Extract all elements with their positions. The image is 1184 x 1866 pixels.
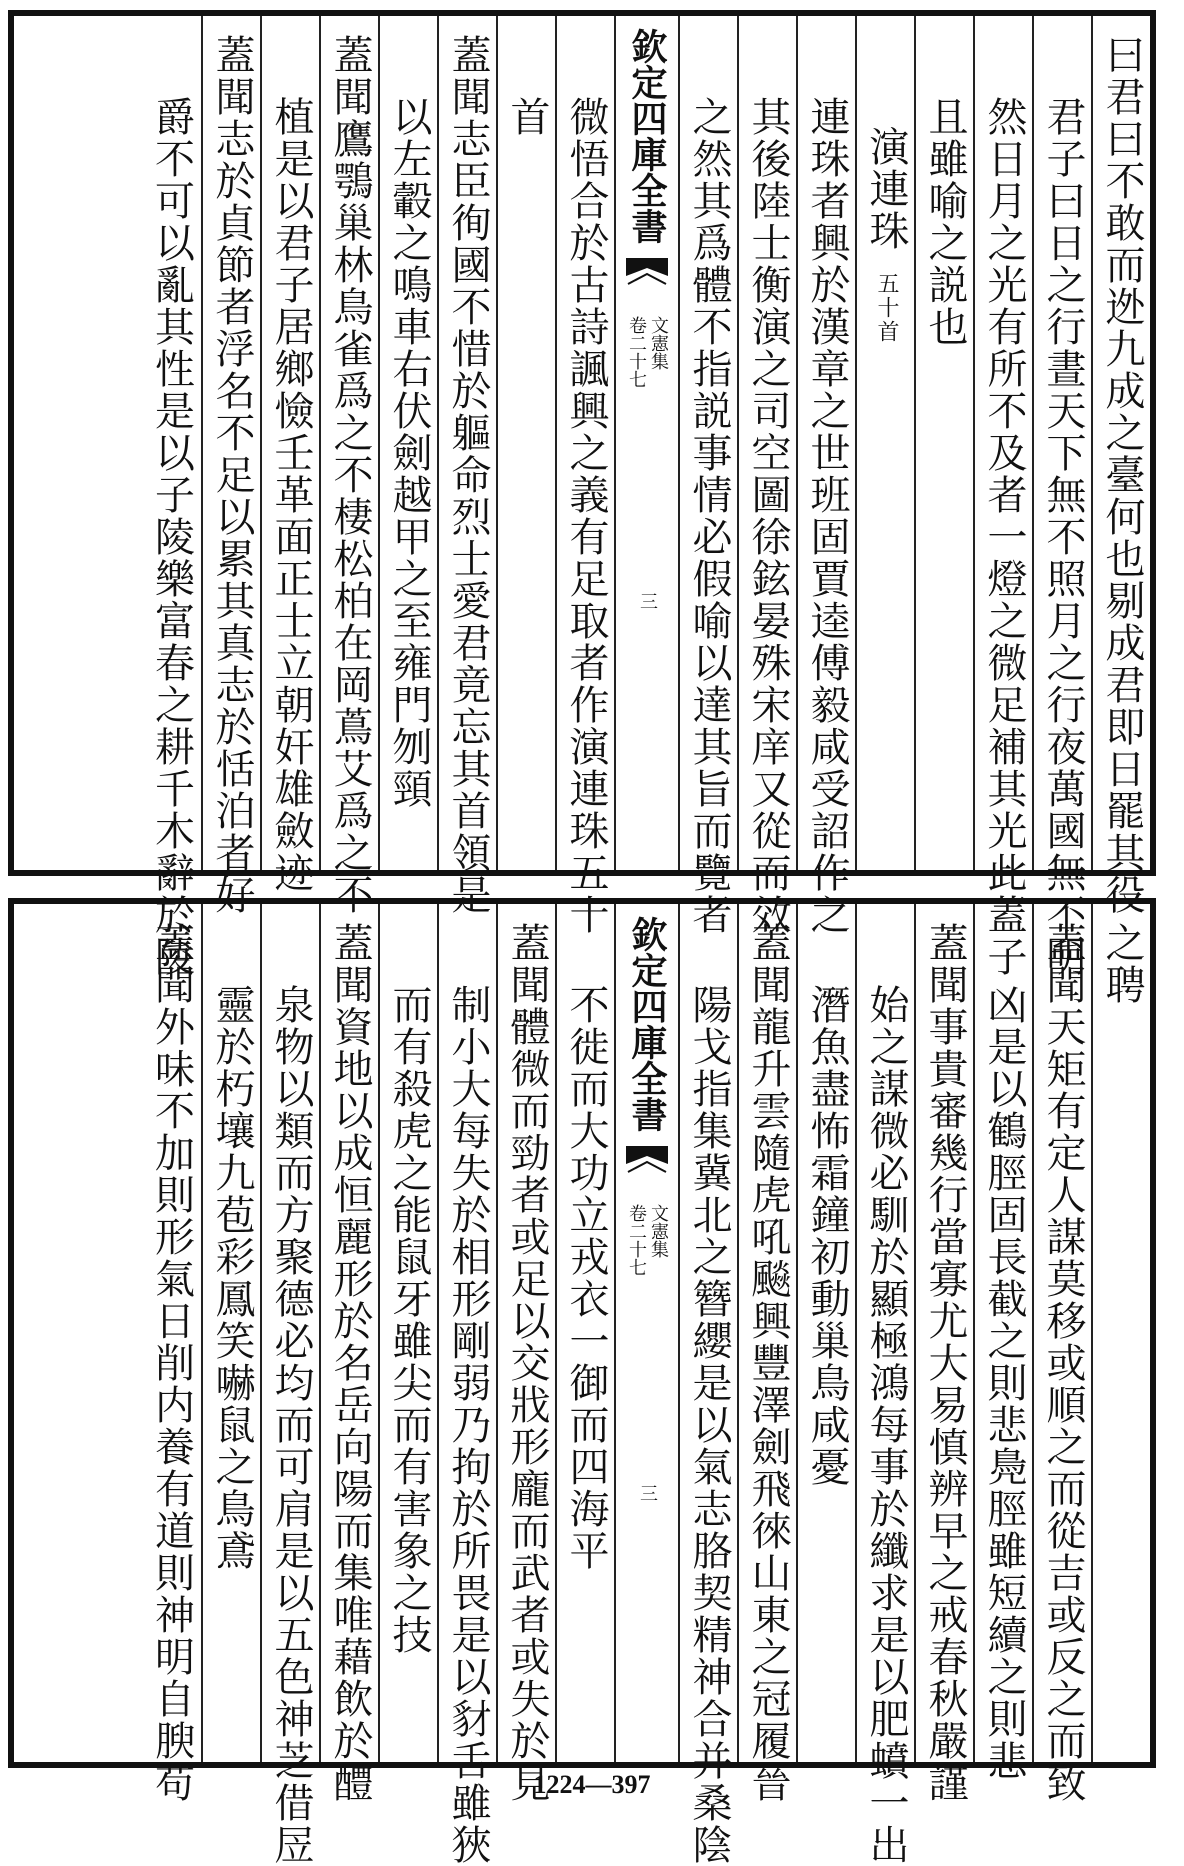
- column-line: 演連珠: [863, 126, 909, 252]
- text-column: [142, 16, 201, 978]
- text-column: [142, 904, 201, 1804]
- column-text: [557, 16, 615, 936]
- column-line: 不徙而大功立戎衣一御而四海平: [563, 984, 609, 1572]
- column-text: [498, 16, 556, 138]
- column-text: [975, 904, 1033, 1782]
- collection-name: 文憲集: [648, 316, 669, 370]
- volume-number: 卷二十七: [626, 316, 647, 388]
- column-line: 其後陸士衡演之司空圖徐鉉晏殊宋庠又從而效: [745, 96, 791, 936]
- column-line: 然日月之光有所不及者一燈之微足補其光此蓋子: [981, 96, 1027, 978]
- text-column: [1032, 904, 1091, 1804]
- column-text: [380, 904, 438, 1656]
- text-column: [1091, 904, 1150, 1762]
- text-column: [496, 16, 555, 870]
- column-line: 蓋聞體微而勁者或足以交戕形龐而武者或失於見: [504, 922, 550, 1804]
- text-column: [260, 904, 319, 1866]
- column-note: 五十首: [874, 272, 899, 344]
- column-line: 潛魚盡怖霜鐘初動巢鳥咸憂: [804, 984, 850, 1488]
- column-line: 蓋聞志臣徇國不惜於軀命烈士愛君竟忘其首領是: [445, 34, 491, 916]
- text-column: [678, 904, 737, 1866]
- column-text: [680, 904, 738, 1866]
- column-line: 之聘: [1099, 922, 1145, 1006]
- text-column: [437, 16, 496, 916]
- text-column: [914, 16, 973, 870]
- column-line: 凶是以鶴脛固長截之則悲鳧脛雖短續之則悲: [981, 984, 1027, 1782]
- text-column: [260, 16, 319, 894]
- column-text: [739, 16, 797, 936]
- text-column: [555, 16, 614, 936]
- column-line: 蓋聞鷹鶚巢林鳥雀爲之不棲松柏在岡蔦艾爲之不: [327, 34, 373, 916]
- text-column: [496, 904, 555, 1804]
- leaf-number: 三: [637, 592, 658, 610]
- column-line: 之然其爲體不指説事情必假喻以達其旨而覽者: [686, 96, 732, 936]
- text-column: [1032, 16, 1091, 978]
- column-line: 蓋聞志於貞節者浮名不足以累其真志於恬泊者好: [209, 34, 255, 916]
- column-text: [975, 16, 1033, 978]
- column-line: 且雖喻之説也: [922, 96, 968, 348]
- column-line: 蓋聞龍升雲隨虎吼飈興豐澤劍飛徠山東之冠履晉: [745, 922, 791, 1804]
- block-heart-column: [614, 16, 678, 870]
- text-column: [201, 904, 260, 1762]
- book-title: 欽定四庫全書: [626, 916, 668, 1132]
- text-column: [378, 16, 437, 870]
- column-text: [798, 16, 856, 936]
- column-text: [1093, 16, 1151, 916]
- column-line: 君子曰日之行晝天下無不照月之行夜萬國無不明: [1040, 96, 1086, 978]
- column-text: [857, 16, 915, 344]
- column-text: [916, 904, 974, 1804]
- column-text: [439, 904, 497, 1866]
- text-column: [201, 16, 260, 916]
- column-text: [680, 16, 738, 936]
- column-text: [916, 16, 974, 348]
- column-text: [1034, 904, 1092, 1804]
- text-column: [678, 16, 737, 936]
- text-column: [855, 16, 914, 870]
- column-line: 靈於朽壤九苞彩鳳笑嚇鼠之鳥鳶: [209, 984, 255, 1572]
- text-column: [973, 904, 1032, 1782]
- column-line: 蓋聞外味不加則形氣日削内養有道則神明自腴苟: [148, 922, 195, 1804]
- text-column: [855, 904, 914, 1866]
- column-line: 泉物以類而方聚德必均而可肩是以五色神芝借㞐: [268, 984, 314, 1866]
- column-text: [739, 904, 797, 1804]
- leaf-number: 三: [637, 1484, 658, 1502]
- text-column: [796, 16, 855, 936]
- text-column: [737, 904, 796, 1804]
- column-text: [557, 904, 615, 1572]
- column-text: [439, 16, 497, 916]
- column-text: [857, 904, 915, 1866]
- column-line: 制小大每失於相形剛弱乃拘於所畏是以豺舌雖狹: [445, 984, 491, 1866]
- volume-number: 卷二十七: [626, 1204, 647, 1276]
- block-heart-column: [614, 904, 678, 1762]
- page-number: 1224—397: [533, 1770, 651, 1799]
- fishtail-mark-icon: [624, 254, 670, 300]
- text-column: [1091, 16, 1150, 916]
- column-line: 微悟合於古詩諷興之義有足取者作演連珠五十: [563, 96, 609, 936]
- text-column: [914, 904, 973, 1804]
- column-text: [380, 16, 438, 810]
- text-column: [973, 16, 1032, 978]
- volume-info: [626, 1204, 668, 1276]
- column-line: 始之謀微必馴於顯極鴻每事於纖求是以肥蟦一出: [863, 984, 909, 1866]
- column-text: [321, 16, 379, 916]
- text-column: [737, 16, 796, 936]
- column-text: [143, 16, 201, 978]
- text-column: [319, 16, 378, 916]
- column-line: 植是以君子居鄉憸壬革面正士立朝奸雄斂迹: [268, 96, 314, 894]
- column-line: 蓋聞天矩有定人謀莫移或順之而從吉或反之而致: [1040, 922, 1086, 1804]
- book-title: 欽定四庫全書: [626, 28, 668, 244]
- text-column: [555, 904, 614, 1762]
- column-line: 連珠者興於漢章之世班固賈逵傅毅咸受詔作之: [804, 96, 850, 936]
- column-text: [798, 904, 856, 1488]
- column-line: 首: [504, 96, 550, 138]
- column-line: 蓋聞事貴審幾行當寡尤大易慎辨早之戒春秋嚴謹: [922, 922, 968, 1804]
- column-text: [498, 904, 556, 1804]
- column-line: 陽戈指集冀北之簪纓是以氣志胳契精神合并桑陰: [686, 984, 732, 1866]
- column-text: [262, 904, 320, 1866]
- volume-info: [626, 316, 668, 388]
- column-text: [143, 904, 201, 1804]
- column-line: 爵不可以亂其性是以子陵樂富春之耕千木辭於陵: [148, 96, 195, 978]
- column-text: [203, 904, 261, 1572]
- text-column: [378, 904, 437, 1762]
- text-column: [796, 904, 855, 1762]
- column-text: [1093, 904, 1151, 1006]
- column-line: 以左轂之鳴車右伏劍越甲之至雍門刎頸: [386, 96, 432, 810]
- text-column: [319, 904, 378, 1804]
- column-text: [203, 16, 261, 916]
- column-line: 曰君曰不敢而迯九成之臺何也剔成君即日罷其役: [1099, 34, 1145, 916]
- collection-name: 文憲集: [648, 1204, 669, 1258]
- column-line: 而有殺虎之能鼠牙雖尖而有害象之技: [386, 984, 432, 1656]
- column-text: [262, 16, 320, 894]
- column-text: [321, 904, 379, 1804]
- text-column: [437, 904, 496, 1866]
- fishtail-mark-icon: [624, 1142, 670, 1188]
- column-text: [1034, 16, 1092, 978]
- column-line: 蓋聞資地以成恒麗形於名岳向陽而集唯藉飲於醴: [327, 922, 373, 1804]
